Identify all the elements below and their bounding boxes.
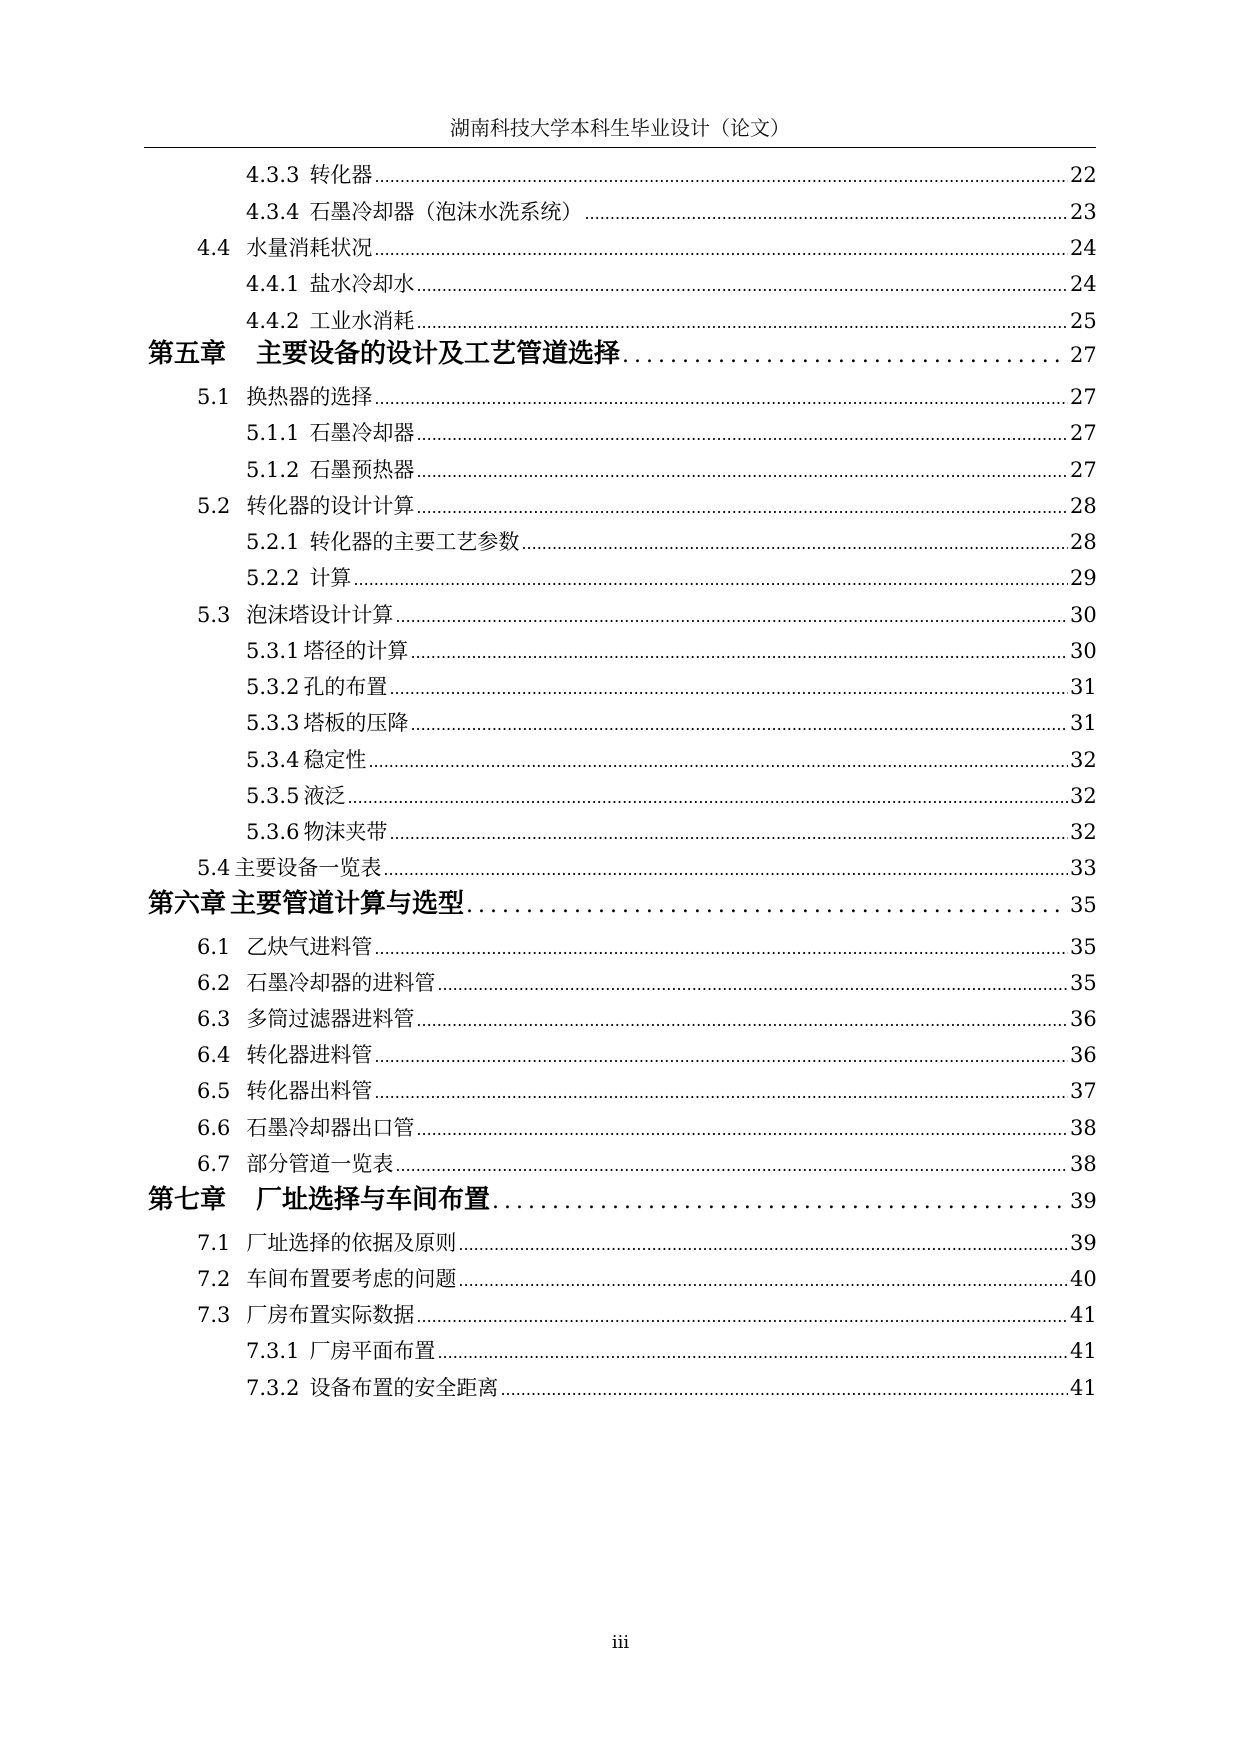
dot-leader — [458, 1230, 1068, 1260]
toc-entry-title: 换热器的选择 — [246, 385, 373, 409]
dot-leader — [521, 529, 1068, 559]
toc-entry-number: 5.3.6 — [246, 820, 300, 844]
toc-entry-title: 石墨冷却器（泡沫水洗系统） — [309, 200, 583, 224]
dot-leader — [389, 819, 1068, 849]
toc-entry-page: 36 — [1070, 1043, 1097, 1067]
toc-entry-number: 4.3.3 — [246, 163, 300, 187]
toc-entry-title: 石墨冷却器 — [309, 421, 415, 445]
toc-entry-page: 30 — [1070, 603, 1097, 627]
dot-leader — [374, 1042, 1068, 1072]
toc-entry-title: 部分管道一览表 — [246, 1152, 394, 1176]
running-header: 湖南科技大学本科生毕业设计（论文） — [450, 116, 790, 140]
toc-entry-page: 27 — [1070, 343, 1097, 367]
toc-entry-number: 6.3 — [197, 1007, 231, 1031]
toc-entry[interactable] — [246, 708, 1096, 738]
toc-entry[interactable] — [246, 197, 1096, 227]
toc-entry[interactable] — [246, 269, 1096, 299]
toc-entry-page: 31 — [1070, 675, 1097, 699]
toc-entry-number: 5.3.4 — [246, 748, 300, 772]
dot-leader — [368, 747, 1068, 777]
toc-chapter-entry[interactable] — [148, 886, 1096, 922]
toc-entry-title: 稳定性 — [303, 748, 367, 772]
toc-entry-page: 28 — [1070, 494, 1097, 518]
toc-entry-title: 石墨冷却器的进料管 — [246, 971, 436, 995]
toc-entry-page: 28 — [1070, 530, 1097, 554]
toc-entry[interactable] — [246, 455, 1096, 485]
dot-leader — [410, 638, 1068, 668]
toc-entry[interactable] — [246, 672, 1096, 702]
toc-entry-title: 转化器的主要工艺参数 — [309, 530, 520, 554]
toc-entry-number: 5.3 — [197, 603, 231, 627]
dot-leader — [416, 420, 1068, 450]
toc-entry-number: 5.2.2 — [246, 566, 300, 590]
toc-entry[interactable] — [197, 233, 1096, 263]
dot-leader — [410, 710, 1068, 740]
toc-entry-number: 6.4 — [197, 1043, 231, 1067]
toc-entry-title: 工业水消耗 — [309, 309, 415, 333]
toc-entry-title: 主要设备一览表 — [234, 856, 382, 880]
toc-entry-page: 41 — [1070, 1303, 1097, 1327]
dot-leader — [584, 199, 1068, 229]
header-divider — [144, 147, 1096, 148]
toc-entry-page: 35 — [1070, 935, 1097, 959]
toc-entry-number: 7.3.2 — [246, 1376, 300, 1400]
toc-entry-number: 第六章 — [148, 889, 227, 919]
dot-leader — [383, 855, 1068, 885]
toc-entry-number: 4.4.1 — [246, 272, 300, 296]
dot-leader — [395, 1151, 1068, 1181]
toc-entry[interactable] — [246, 636, 1096, 666]
toc-chapter-entry[interactable] — [148, 336, 1096, 372]
toc-entry-number: 5.1.1 — [246, 421, 300, 445]
toc-chapter-entry[interactable] — [148, 1182, 1096, 1218]
dot-leader — [374, 384, 1068, 414]
dot-leader — [374, 235, 1068, 265]
toc-entry-title: 泡沫塔设计计算 — [246, 603, 394, 627]
toc-entry[interactable] — [246, 160, 1096, 190]
toc-entry-page: 36 — [1070, 1007, 1097, 1031]
toc-entry[interactable] — [197, 600, 1096, 630]
toc-entry[interactable] — [197, 1040, 1096, 1070]
toc-entry-page: 40 — [1070, 1267, 1097, 1291]
toc-entry-page: 32 — [1070, 820, 1097, 844]
toc-entry-page: 29 — [1070, 566, 1097, 590]
dot-leader — [416, 271, 1068, 301]
toc-entry-number: 5.3.1 — [246, 639, 300, 663]
toc-entry[interactable] — [246, 563, 1096, 593]
toc-entry-title: 厂房平面布置 — [309, 1339, 436, 1363]
dot-leader — [492, 1184, 1068, 1220]
toc-entry[interactable] — [197, 1149, 1096, 1179]
toc-entry[interactable] — [197, 1076, 1096, 1106]
dot-leader — [416, 1115, 1068, 1145]
toc-entry-title: 转化器的设计计算 — [246, 494, 415, 518]
toc-entry[interactable] — [246, 527, 1096, 557]
dot-leader — [416, 1302, 1068, 1332]
dot-leader — [374, 1078, 1068, 1108]
toc-entry-page: 39 — [1070, 1189, 1097, 1213]
toc-entry-number: 7.1 — [197, 1231, 231, 1255]
toc-entry-page: 27 — [1070, 458, 1097, 482]
toc-entry-title: 水量消耗状况 — [246, 236, 373, 260]
toc-entry[interactable] — [246, 306, 1096, 336]
dot-leader — [458, 1266, 1068, 1296]
toc-entry-page: 30 — [1070, 639, 1097, 663]
toc-entry-page: 37 — [1070, 1079, 1097, 1103]
toc-entry-page: 35 — [1070, 971, 1097, 995]
toc-entry-title: 设备布置的安全距离 — [309, 1376, 499, 1400]
toc-entry-number: 5.3.3 — [246, 711, 300, 735]
toc-entry-number: 5.1 — [197, 385, 231, 409]
dot-leader — [437, 970, 1068, 1000]
toc-entry-title: 车间布置要考虑的问题 — [246, 1267, 457, 1291]
toc-entry[interactable] — [197, 1228, 1096, 1258]
toc-entry-page: 25 — [1070, 309, 1097, 333]
toc-entry-title: 石墨冷却器出口管 — [246, 1116, 415, 1140]
toc-entry-title: 塔板的压降 — [303, 711, 409, 735]
toc-entry-page: 39 — [1070, 1231, 1097, 1255]
toc-entry-number: 6.2 — [197, 971, 231, 995]
toc-entry-title: 盐水冷却水 — [309, 272, 415, 296]
toc-entry-page: 35 — [1070, 893, 1097, 917]
toc-entry-number: 5.3.5 — [246, 784, 300, 808]
page-number: iii — [611, 1632, 630, 1653]
toc-entry-page: 27 — [1070, 421, 1097, 445]
dot-leader — [622, 338, 1068, 374]
toc-entry-page: 38 — [1070, 1152, 1097, 1176]
toc-entry-title: 液泛 — [303, 784, 346, 808]
dot-leader — [437, 1338, 1068, 1368]
toc-entry[interactable] — [197, 968, 1096, 998]
toc-entry-title: 塔径的计算 — [303, 639, 409, 663]
toc-entry[interactable] — [197, 1300, 1096, 1330]
toc-entry-number: 4.4.2 — [246, 309, 300, 333]
toc-entry-number: 7.2 — [197, 1267, 231, 1291]
toc-entry[interactable] — [197, 491, 1096, 521]
toc-entry-page: 38 — [1070, 1116, 1097, 1140]
toc-entry-title: 转化器出料管 — [246, 1079, 373, 1103]
toc-entry[interactable] — [246, 1336, 1096, 1366]
dot-leader — [416, 308, 1068, 338]
toc-entry-title: 物沫夹带 — [303, 820, 388, 844]
toc-entry[interactable] — [197, 853, 1096, 883]
toc-entry-title: 主要管道计算与选型 — [230, 889, 465, 919]
toc-entry-page: 31 — [1070, 711, 1097, 735]
toc-entry-title: 厂址选择与车间布置 — [256, 1185, 491, 1215]
dot-leader — [416, 457, 1068, 487]
dot-leader — [374, 934, 1068, 964]
dot-leader — [374, 162, 1068, 192]
toc-entry-number: 5.2 — [197, 494, 231, 518]
toc-entry-number: 6.7 — [197, 1152, 231, 1176]
toc-entry-number: 6.1 — [197, 935, 231, 959]
toc-entry-page: 41 — [1070, 1339, 1097, 1363]
toc-entry-title: 厂房布置实际数据 — [246, 1303, 415, 1327]
toc-entry-title: 乙炔气进料管 — [246, 935, 373, 959]
toc-entry-title: 厂址选择的依据及原则 — [246, 1231, 457, 1255]
toc-entry-number: 5.3.2 — [246, 675, 300, 699]
toc-entry-title: 多筒过滤器进料管 — [246, 1007, 415, 1031]
toc-entry-title: 主要设备的设计及工艺管道选择 — [256, 339, 621, 369]
toc-entry[interactable] — [197, 382, 1096, 412]
toc-entry[interactable] — [197, 1264, 1096, 1294]
dot-leader — [416, 1006, 1068, 1036]
toc-entry-title: 石墨预热器 — [309, 458, 415, 482]
dot-leader — [395, 602, 1068, 632]
toc-entry-number: 第七章 — [148, 1185, 227, 1215]
toc-entry[interactable] — [197, 1004, 1096, 1034]
toc-entry-title: 转化器 — [309, 163, 373, 187]
dot-leader — [416, 493, 1068, 523]
toc-entry-number: 5.2.1 — [246, 530, 300, 554]
toc-entry-page: 32 — [1070, 748, 1097, 772]
toc-entry[interactable] — [197, 1113, 1096, 1143]
toc-entry-number: 4.3.4 — [246, 200, 300, 224]
toc-entry-number: 5.1.2 — [246, 458, 300, 482]
toc-entry-page: 22 — [1070, 163, 1097, 187]
dot-leader — [389, 674, 1068, 704]
toc-entry-number: 6.5 — [197, 1079, 231, 1103]
toc-entry-number: 6.6 — [197, 1116, 231, 1140]
toc-entry-title: 计算 — [309, 566, 352, 590]
toc-entry[interactable] — [246, 418, 1096, 448]
toc-entry[interactable] — [246, 817, 1096, 847]
toc-entry-page: 33 — [1070, 856, 1097, 880]
dot-leader — [466, 888, 1068, 924]
toc-entry-page: 32 — [1070, 784, 1097, 808]
dot-leader — [353, 565, 1068, 595]
toc-entry-page: 27 — [1070, 385, 1097, 409]
toc-entry-number: 7.3 — [197, 1303, 231, 1327]
toc-entry-page: 23 — [1070, 200, 1097, 224]
toc-entry-number: 4.4 — [197, 236, 231, 260]
toc-entry-title: 孔的布置 — [303, 675, 388, 699]
toc-entry-number: 7.3.1 — [246, 1339, 300, 1363]
toc-entry-number: 5.4 — [197, 856, 231, 880]
toc-entry-page: 24 — [1070, 272, 1097, 296]
dot-leader — [347, 783, 1068, 813]
dot-leader — [500, 1375, 1068, 1405]
toc-entry-page: 24 — [1070, 236, 1097, 260]
toc-entry[interactable] — [246, 1373, 1096, 1403]
toc-entry-page: 41 — [1070, 1376, 1097, 1400]
toc-entry[interactable] — [246, 745, 1096, 775]
toc-entry[interactable] — [246, 781, 1096, 811]
toc-entry-number: 第五章 — [148, 339, 227, 369]
toc-entry[interactable] — [197, 932, 1096, 962]
toc-entry-title: 转化器进料管 — [246, 1043, 373, 1067]
